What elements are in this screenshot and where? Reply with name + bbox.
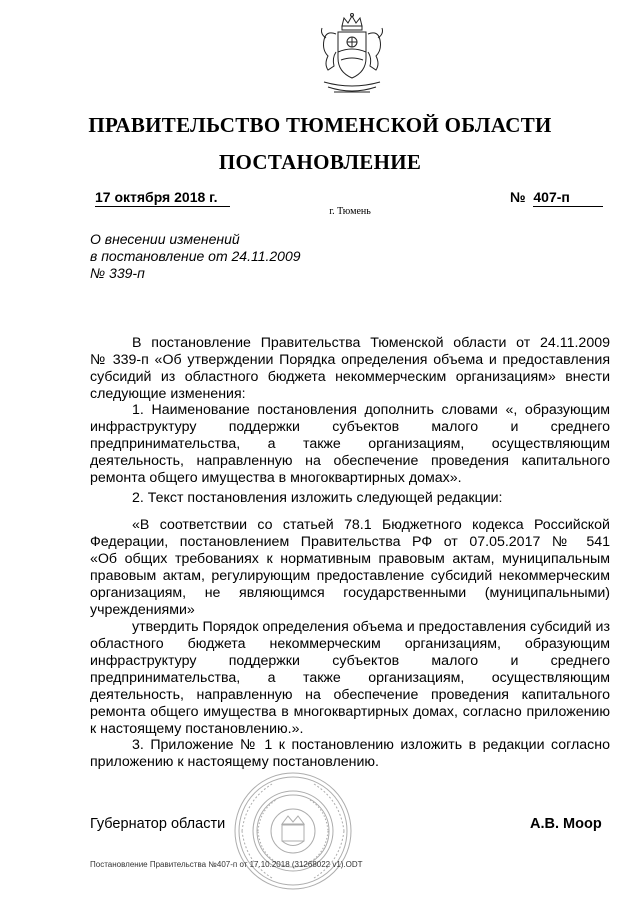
intro-paragraph bbox=[90, 335, 610, 403]
signatory-role: Губернатор области bbox=[90, 816, 226, 832]
official-seal-icon bbox=[232, 770, 354, 892]
subject-line: в постановление от 24.11.2009 bbox=[90, 248, 301, 264]
file-reference-footer: Постановление Правительства №407-п от 17.10.2018 (31268022 v1).ODT bbox=[90, 860, 363, 869]
document-city: г. Тюмень bbox=[329, 206, 371, 217]
document-number: 407-п bbox=[533, 189, 603, 207]
tyumen-coat-of-arms-icon bbox=[314, 12, 390, 102]
text-line: следующие изменения: bbox=[90, 386, 246, 402]
item-1-paragraph bbox=[90, 402, 610, 487]
text-line: ремонта общего имущества в многоквартирных домах, согласно приложению bbox=[90, 704, 610, 720]
document-number-block bbox=[510, 189, 605, 207]
text-line: правовым актам, регулирующим предоставление субсидий некоммерческим bbox=[90, 568, 610, 584]
text-line: № 339-п «Об утверждении Порядка определения объема и предоставления bbox=[90, 352, 610, 368]
text-line: предпринимательства, а также организациям, осуществляющим bbox=[90, 670, 610, 686]
signatory-name: А.В. Моор bbox=[530, 816, 602, 832]
item-3-paragraph bbox=[90, 737, 610, 771]
text-line: субсидий из областного бюджета некоммерческим организациям» внести bbox=[90, 369, 610, 385]
text-line: инфраструктуру поддержки субъектов малого и среднего bbox=[90, 653, 610, 669]
document-type: ПОСТАНОВЛЕНИЕ bbox=[218, 150, 422, 174]
text-line: организациям, не являющимся государственными (муниципальными) bbox=[90, 585, 610, 601]
text-line: учреждениями» bbox=[90, 602, 195, 618]
text-line: ремонта общего имущества в многоквартирных домах». bbox=[90, 470, 462, 486]
text-line: Федерации, постановлением Правительства РФ от 07.05.2017 № 541 bbox=[90, 534, 610, 550]
text-line: «В соответствии со статьей 78.1 Бюджетного кодекса Российской bbox=[132, 517, 610, 533]
text-line: В постановление Правительства Тюменской области от 24.11.2009 bbox=[132, 335, 610, 351]
text-line: инфраструктуру поддержки субъектов малого и среднего bbox=[90, 419, 610, 435]
text-line: предпринимательства, а также организациям, осуществляющим bbox=[90, 436, 610, 452]
text-line: «Об общих требованиях к нормативным правовым актам, муниципальным bbox=[90, 551, 610, 567]
text-line: 2. Текст постановления изложить следующей редакции: bbox=[132, 490, 503, 506]
subject-line: № 339-п bbox=[90, 265, 145, 281]
text-line: к настоящему постановлению.». bbox=[90, 721, 304, 737]
text-line: утвердить Порядок определения объема и предоставления субсидий из bbox=[132, 619, 610, 635]
item-2-paragraph bbox=[90, 490, 610, 507]
text-line: приложению к настоящему постановлению. bbox=[90, 754, 379, 770]
text-line: 3. Приложение № 1 к постановлению изложить в редакции согласно bbox=[132, 737, 610, 753]
approve-paragraph bbox=[90, 619, 610, 738]
text-line: 1. Наименование постановления дополнить словами «, образующим bbox=[132, 402, 610, 418]
document-subject bbox=[90, 231, 350, 282]
document-date: 17 октября 2018 г. bbox=[95, 189, 230, 207]
text-line: областного бюджета некоммерческим организациям, образующим bbox=[90, 636, 610, 652]
subject-line: О внесении изменений bbox=[90, 231, 240, 247]
text-line: деятельность, направленную на обеспечение проведения капитального bbox=[90, 687, 610, 703]
quoted-preamble-paragraph bbox=[90, 517, 610, 619]
number-sign: № bbox=[510, 189, 526, 205]
text-line: деятельность, направленную на обеспечение проведения капитального bbox=[90, 453, 610, 469]
government-name: ПРАВИТЕЛЬСТВО ТЮМЕНСКОЙ ОБЛАСТИ bbox=[88, 113, 552, 137]
